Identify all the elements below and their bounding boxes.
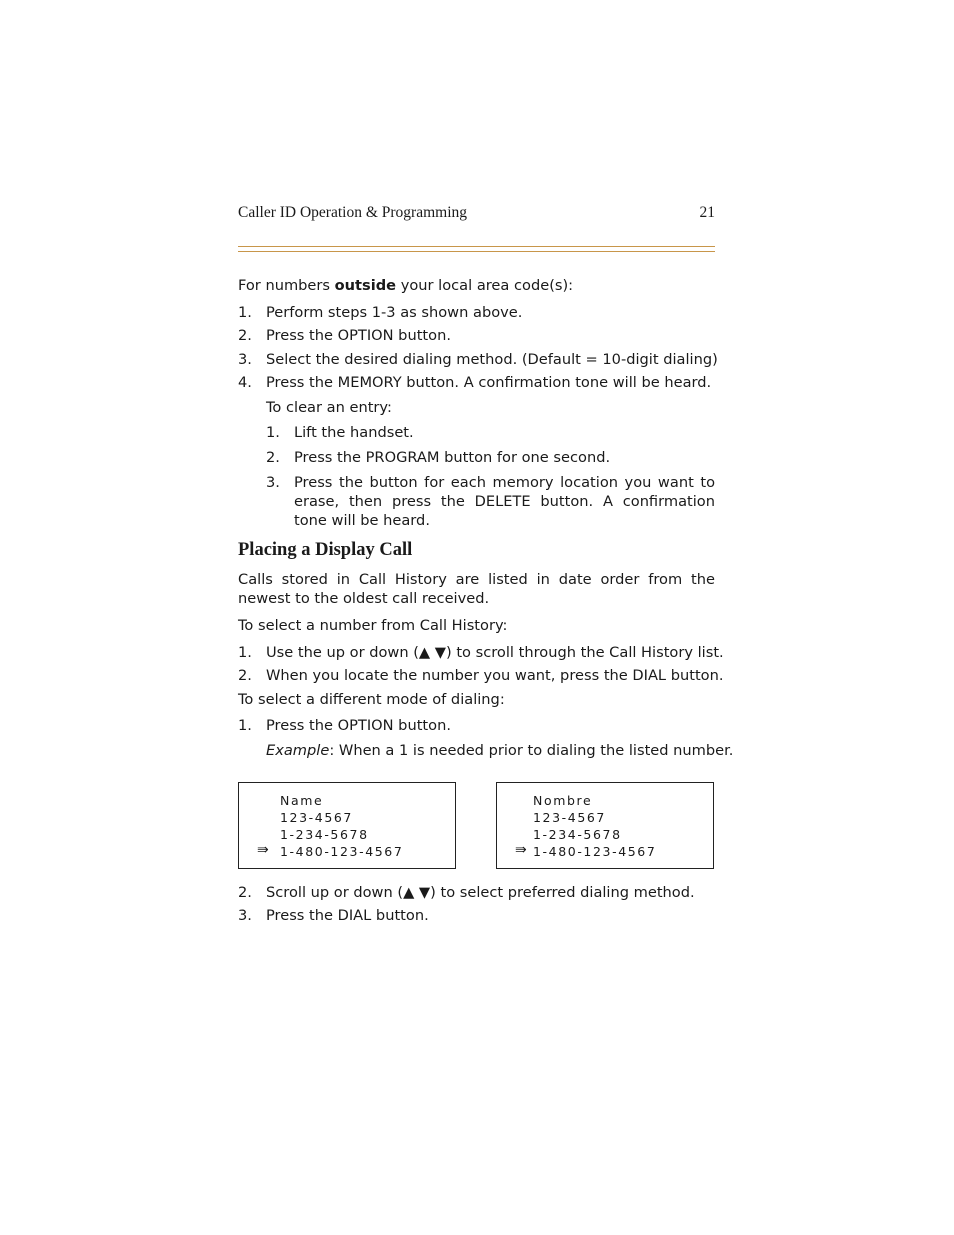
intro-line: For numbers outside your local area code(s): — [238, 277, 574, 294]
step-number: 3. — [238, 907, 252, 924]
step-text: Select the desired dialing method. (Default = 10-digit dialing) — [266, 351, 718, 368]
display-line: 1-234-5678 — [280, 827, 369, 842]
display-line: Nombre — [533, 793, 593, 808]
intro-emphasis: outside — [334, 277, 397, 294]
display-line: 123-4567 — [533, 810, 606, 825]
step-text: Press the OPTION button. — [266, 717, 451, 734]
display-line: Name — [280, 793, 324, 808]
page-number: 21 — [699, 204, 715, 221]
step-number: 4. — [238, 374, 252, 391]
header-rule-top — [238, 246, 715, 247]
step-text: Press the MEMORY button. A confirmation tone will be heard. — [266, 374, 712, 391]
sub-step-number: 2. — [266, 449, 280, 466]
selection-arrow-icon: ⇛ — [257, 842, 269, 858]
step-text: Press the OPTION button. — [266, 327, 451, 344]
step-number: 3. — [238, 351, 252, 368]
step-number: 2. — [238, 667, 252, 684]
step-number: 1. — [238, 644, 252, 661]
example-line: Example: When a 1 is needed prior to dialing the listed number. — [266, 742, 734, 759]
sub-step-text: Lift the handset. — [294, 424, 414, 441]
step-text: When you locate the number you want, press the DIAL button. — [266, 667, 724, 684]
display-box-spanish — [496, 782, 714, 869]
display-line: 1-234-5678 — [533, 827, 622, 842]
example-label: Example — [266, 742, 330, 759]
step-text: Use the up or down (▲ ▼) to scroll through the Call History list. — [266, 644, 724, 661]
display-line: 1-480-123-4567 — [280, 844, 404, 859]
step-number: 2. — [238, 327, 252, 344]
display-line: 1-480-123-4567 — [533, 844, 657, 859]
sub-step-text: Press the PROGRAM button for one second. — [294, 449, 611, 466]
step-text: Press the DIAL button. — [266, 907, 429, 924]
section-heading: Placing a Display Call — [238, 540, 413, 560]
display-box-english — [238, 782, 456, 869]
header-rule-bottom — [238, 251, 715, 252]
step-number: 2. — [238, 884, 252, 901]
step-number: 1. — [238, 717, 252, 734]
running-header — [238, 204, 715, 226]
display-line: 123-4567 — [280, 810, 353, 825]
step-text: Scroll up or down (▲ ▼) to select preferred dialing method. — [266, 884, 695, 901]
mode-label: To select a different mode of dialing: — [238, 691, 505, 708]
select-label: To select a number from Call History: — [238, 617, 508, 634]
header-title: Caller ID Operation & Programming — [238, 204, 468, 221]
selection-arrow-icon: ⇛ — [515, 842, 527, 858]
section-paragraph: Calls stored in Call History are listed in date order from the newest to the oldest call received. — [238, 571, 715, 607]
step-text: Perform steps 1-3 as shown above. — [266, 304, 523, 321]
sub-step-text: Press the button for each memory location you want to erase, then press the DELETE button. A confirmation tone will be heard. — [294, 474, 715, 529]
step-number: 1. — [238, 304, 252, 321]
sub-step-number: 3. — [266, 474, 280, 491]
sub-step-number: 1. — [266, 424, 280, 441]
clear-entry-label: To clear an entry: — [266, 399, 392, 416]
